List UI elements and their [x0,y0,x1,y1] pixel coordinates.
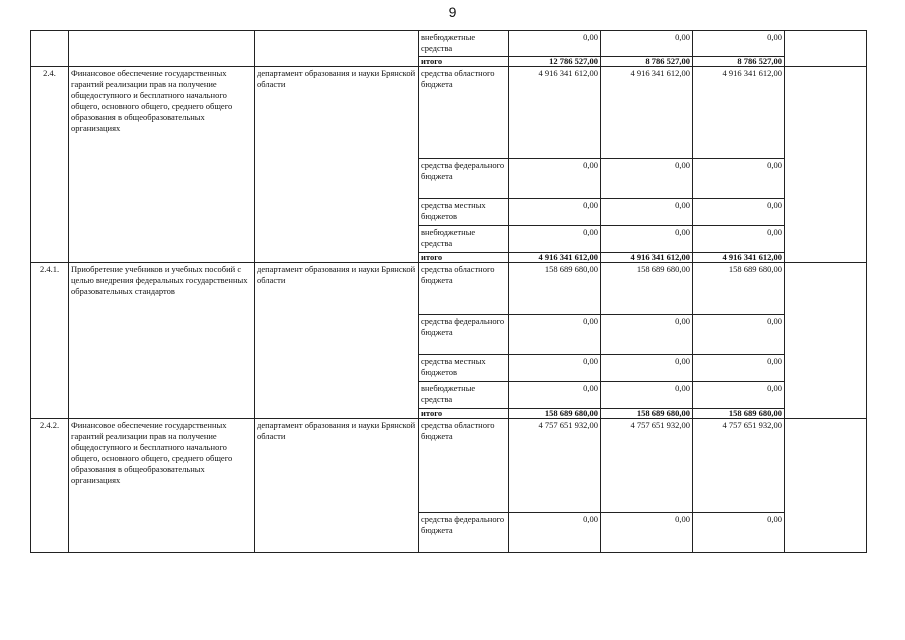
amount-cell: 0,00 [509,31,601,57]
row-number: 2.4.2. [31,419,69,553]
table-row [31,67,867,159]
executor: департамент образования и науки Брянской области [255,67,419,263]
amount-cell: 0,00 [509,513,601,553]
empty-cell [785,419,867,553]
funding-source: итого [419,409,509,419]
amount-cell: 4 916 341 612,00 [693,253,785,263]
empty-cell [785,263,867,419]
amount-cell: 0,00 [693,159,785,199]
funding-source: средства областного бюджета [419,263,509,315]
measure-name: Финансовое обеспечение государственных гарантий реализации прав на получение общедоступного и бесплатного начального общего, основного общего, среднего общего образования в общеобразовательных организациях [69,67,255,263]
amount-cell: 0,00 [601,226,693,253]
table-row [31,31,867,57]
amount-cell: 4 757 651 932,00 [509,419,601,513]
amount-cell: 0,00 [509,382,601,409]
amount-cell: 8 786 527,00 [601,57,693,67]
amount-cell: 4 916 341 612,00 [693,67,785,159]
amount-cell: 0,00 [601,315,693,355]
amount-cell: 0,00 [601,199,693,226]
amount-cell: 158 689 680,00 [693,409,785,419]
funding-source: средства федерального бюджета [419,315,509,355]
funding-source: внебюджетные средства [419,226,509,253]
empty-cell [785,67,867,263]
amount-cell: 0,00 [693,355,785,382]
executor: департамент образования и науки Брянской области [255,263,419,419]
funding-source: итого [419,57,509,67]
funding-source: средства областного бюджета [419,67,509,159]
amount-cell: 0,00 [509,315,601,355]
amount-cell: 158 689 680,00 [693,263,785,315]
funding-source: средства местных бюджетов [419,199,509,226]
amount-cell: 12 786 527,00 [509,57,601,67]
amount-cell: 0,00 [693,226,785,253]
measure-name [69,31,255,67]
amount-cell: 0,00 [509,199,601,226]
amount-cell: 4 916 341 612,00 [601,253,693,263]
amount-cell: 0,00 [693,199,785,226]
amount-cell: 4 757 651 932,00 [693,419,785,513]
measure-name: Приобретение учебников и учебных пособий с целью внедрения федеральных государственных образовательных стандартов [69,263,255,419]
funding-source: итого [419,253,509,263]
executor: департамент образования и науки Брянской области [255,419,419,553]
amount-cell: 0,00 [601,513,693,553]
amount-cell: 0,00 [693,513,785,553]
amount-cell: 0,00 [601,382,693,409]
amount-cell: 0,00 [601,355,693,382]
amount-cell: 158 689 680,00 [509,263,601,315]
amount-cell: 8 786 527,00 [693,57,785,67]
page-number: 9 [448,4,457,20]
amount-cell: 4 916 341 612,00 [509,67,601,159]
amount-cell: 0,00 [601,31,693,57]
amount-cell: 158 689 680,00 [601,263,693,315]
empty-cell [785,31,867,67]
amount-cell: 0,00 [601,159,693,199]
amount-cell: 158 689 680,00 [601,409,693,419]
amount-cell: 4 916 341 612,00 [601,67,693,159]
amount-cell: 0,00 [693,315,785,355]
funding-source: внебюджетные средства [419,382,509,409]
row-number [31,31,69,67]
amount-cell: 0,00 [509,159,601,199]
table-row [31,263,867,315]
amount-cell: 0,00 [509,355,601,382]
amount-cell: 4 916 341 612,00 [509,253,601,263]
amount-cell: 0,00 [693,31,785,57]
funding-source: средства местных бюджетов [419,355,509,382]
table-row [31,419,867,513]
budget-table [30,30,867,553]
row-number: 2.4.1. [31,263,69,419]
row-number: 2.4. [31,67,69,263]
amount-cell: 0,00 [509,226,601,253]
amount-cell: 158 689 680,00 [509,409,601,419]
executor [255,31,419,67]
funding-source: внебюджетные средства [419,31,509,57]
funding-source: средства федерального бюджета [419,159,509,199]
funding-source: средства областного бюджета [419,419,509,513]
amount-cell: 4 757 651 932,00 [601,419,693,513]
amount-cell: 0,00 [693,382,785,409]
funding-source: средства федерального бюджета [419,513,509,553]
measure-name: Финансовое обеспечение государственных гарантий реализации прав на получение общедоступного и бесплатного начального общего, основного общего, среднего общего образования в общеобразовательных организациях [69,419,255,553]
